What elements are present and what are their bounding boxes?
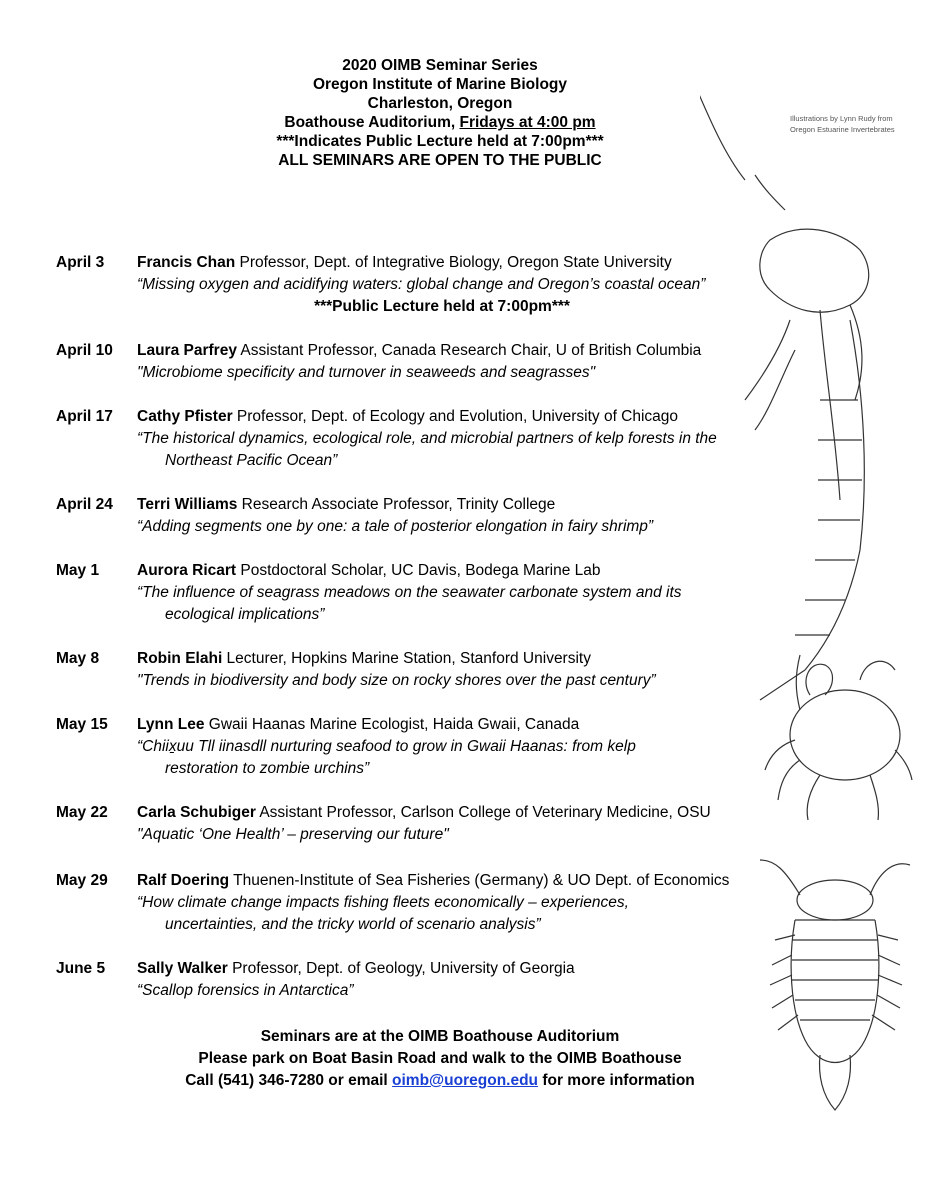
title-line: restoration to zombie urchins” [165,760,370,777]
email-link[interactable]: oimb@uoregon.edu [392,1072,539,1089]
public-lecture-note: ***Public Lecture held at 7:00pm*** [314,298,570,315]
title-line: “Adding segments one by one: a tale of posterior elongation in fairy shrimp” [137,518,654,535]
speaker-affiliation: Research Associate Professor, Trinity College [237,496,556,513]
footer-venue: Seminars are at the OIMB Boathouse Auditorium [260,1028,620,1045]
series-title: 2020 OIMB Seminar Series [342,57,538,74]
seminar-date: April 10 [56,342,113,359]
seminar-date: May 15 [56,716,108,733]
speaker-affiliation: Thuenen-Institute of Sea Fisheries (Germany) & UO Dept. of Economics [229,872,730,889]
seminar-date: April 3 [56,254,105,271]
speaker-name: Terri Williams [137,496,238,513]
title-line: Northeast Pacific Ocean” [165,452,338,469]
seminar-date: June 5 [56,960,106,977]
title-line: "Trends in biodiversity and body size on rocky shores over the past century” [137,672,656,689]
seminar-title [137,362,777,384]
title-line: uncertainties, and the tricky world of scenario analysis” [165,916,541,933]
speaker-affiliation: Assistant Professor, Carlson College of Veterinary Medicine, OSU [255,804,711,821]
seminar-date: May 1 [56,562,100,579]
title-line: “Missing oxygen and acidifying waters: global change and Oregon’s coastal ocean” [137,276,706,293]
title-line: “The influence of seagrass meadows on the seawater carbonate system and its [137,584,682,601]
contact-text-end: for more information [538,1072,695,1089]
credit-line-1: Illustrations by Lynn Rudy from [790,114,893,123]
location: Charleston, Oregon [367,95,513,112]
venue-time [240,113,640,132]
public-lecture-note: ***Indicates Public Lecture held at 7:00pm*** [276,133,604,150]
speaker-name: Sally Walker [137,960,228,977]
seminar-time: Fridays at 4:00 pm [459,114,596,131]
seminar-title [137,428,777,472]
seminar-date: May 29 [56,872,108,889]
speaker-name: Cathy Pfister [137,408,233,425]
speaker-affiliation: Professor, Dept. of Geology, University of Georgia [227,960,575,977]
speaker-affiliation: Professor, Dept. of Integrative Biology, Oregon State University [235,254,672,271]
speaker-affiliation: Assistant Professor, Canada Research Chair, U of British Columbia [236,342,702,359]
seminar-title [137,736,777,780]
seminar-date: May 8 [56,650,100,667]
isopod-illustration [760,860,910,1110]
seminar-title [137,274,777,296]
title-line: “Chiix̱uu Tll iinasdll nurturing seafood to grow in Gwaii Haanas: from kelp [137,738,636,755]
title-line: “The historical dynamics, ecological role, and microbial partners of kelp forests in the [137,430,717,447]
speaker-name: Lynn Lee [137,716,205,733]
footer-parking: Please park on Boat Basin Road and walk to the OIMB Boathouse [198,1050,682,1067]
speaker-name: Laura Parfrey [137,342,237,359]
speaker-affiliation: Lecturer, Hopkins Marine Station, Stanford University [222,650,591,667]
seminar-date: May 22 [56,804,108,821]
speaker-name: Aurora Ricart [137,562,237,579]
seminar-date: April 17 [56,408,113,425]
title-line: ecological implications” [165,606,325,623]
venue: Boathouse Auditorium, [284,114,460,131]
contact-text: Call (541) 346-7280 or email [185,1072,393,1089]
seminar-title [137,516,777,538]
footer-info [120,1026,760,1092]
speaker-name: Francis Chan [137,254,236,271]
seminar-title [137,824,777,846]
speaker-name: Robin Elahi [137,650,223,667]
title-line: "Aquatic ‘One Health’ – preserving our future" [137,826,449,843]
title-line: “Scallop forensics in Antarctica” [137,982,354,999]
footer-contact [120,1070,760,1092]
seminar-title [137,892,777,936]
speaker-name: Ralf Doering [137,872,230,889]
seminar-title [137,670,777,692]
credit-line-2: Oregon Estuarine Invertebrates [790,125,895,134]
crab-illustration [765,661,912,820]
title-line: "Microbiome specificity and turnover in seaweeds and seagrasses" [137,364,596,381]
speaker-affiliation: Postdoctoral Scholar, UC Davis, Bodega Marine Lab [236,562,601,579]
seminar-title [137,582,777,626]
seminar-date: April 24 [56,496,113,513]
open-to-public-note: ALL SEMINARS ARE OPEN TO THE PUBLIC [278,152,602,169]
speaker-affiliation: Gwaii Haanas Marine Ecologist, Haida Gwaii, Canada [204,716,580,733]
speaker-name: Carla Schubiger [137,804,256,821]
institute-name: Oregon Institute of Marine Biology [312,76,568,93]
amphipod-illustration [700,85,869,710]
seminar-series-header [240,56,640,170]
title-line: “How climate change impacts fishing fleets economically – experiences, [137,894,629,911]
seminar-title [137,980,777,1002]
invertebrate-illustrations [700,80,927,1120]
speaker-affiliation: Professor, Dept. of Ecology and Evolution, University of Chicago [232,408,679,425]
